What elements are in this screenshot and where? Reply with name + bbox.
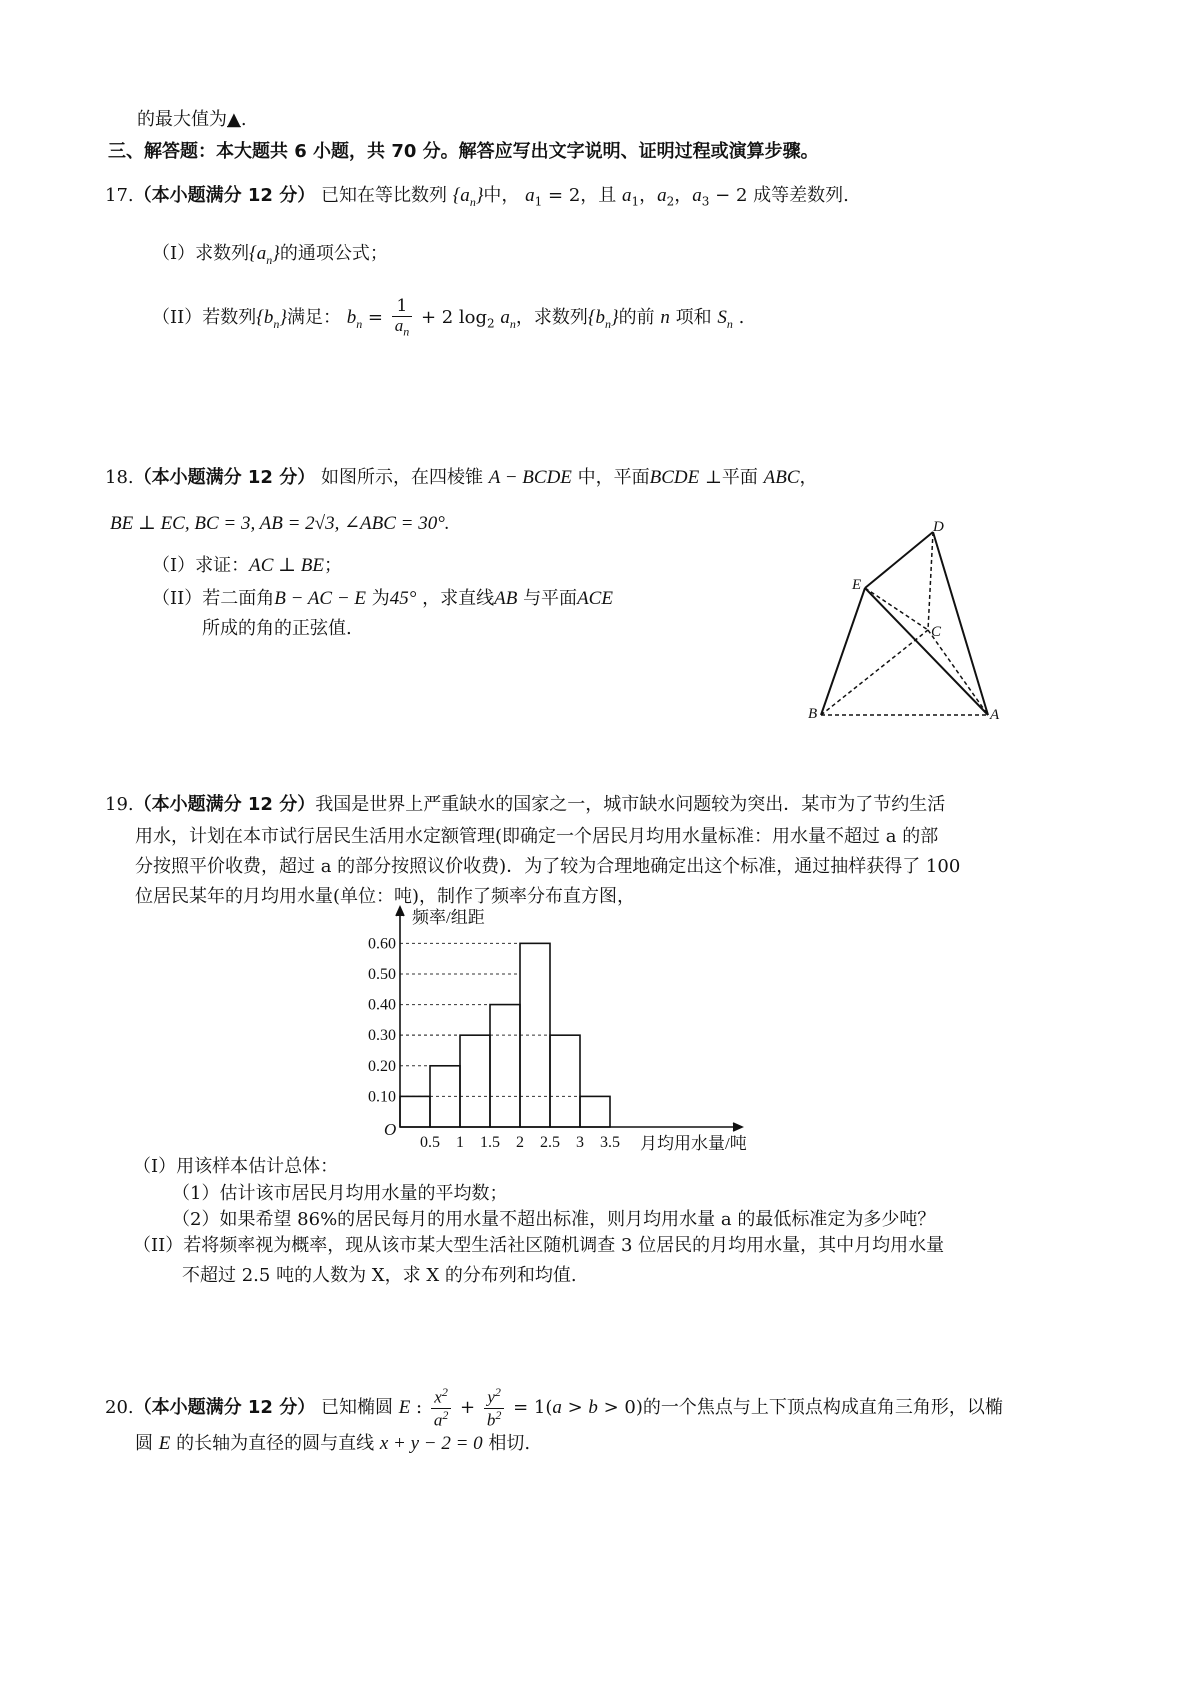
answer-blank: ▲ [227, 109, 241, 130]
question-19-part1-1: （1）估计该市居民月均用水量的平均数； [172, 1183, 508, 1204]
x-axis-arrow [733, 1123, 742, 1131]
top-line: 的最大值为▲. [137, 109, 247, 130]
question-19-part1-2: （2）如果希望 86%的居民每月的用水量不超出标准，则月均用水量 a 的最低标准定为多少吨？ [172, 1209, 936, 1230]
question-18-part2-cont: 所成的角的正弦值. [202, 618, 352, 639]
edge-BE [821, 588, 865, 715]
x-tick-label: 1 [456, 1134, 464, 1151]
x-tick-label: 3.5 [600, 1134, 620, 1151]
question-19-line1: 19.（本小题满分 12 分）我国是世界上严重缺水的国家之一，城市缺水问题较为突出．某市为了节约生活 [105, 794, 946, 815]
y-tick-label: 0.60 [368, 935, 396, 953]
y-tick-label: 0.30 [368, 1027, 396, 1045]
question-18-conditions: BE ⊥ EC, BC = 3, AB = 2√3, ∠ABC = 30°. [110, 513, 450, 534]
y-axis-arrow [396, 907, 404, 916]
x-tick-label: 0.5 [420, 1134, 440, 1151]
question-20-stem: 20.（本小题满分 12 分） 已知椭圆 E : $\frac{x^2}{a^2}$ + $\frac{y^2}{b^2}$ = 1(a > b > 0)的一个焦点与上下顶点构成直角三角形，以椭 [105, 1385, 1003, 1430]
x-axis-label: 月均用水量/吨 [640, 1134, 747, 1153]
edge-BC [821, 630, 928, 715]
y-axis-label: 频率/组距 [412, 908, 485, 927]
y-tick-label: 0.20 [368, 1057, 396, 1075]
edge-CA [928, 630, 988, 715]
pyramid-figure [800, 515, 1040, 725]
vertex-label-A: A [990, 707, 1000, 723]
question-17-part1: （I）求数列$\{a_n\}$的通项公式； [152, 243, 388, 267]
edge-EC [865, 588, 928, 630]
question-20-line2: 圆 E 的长轴为直径的圆与直线 x + y − 2 = 0 相切. [135, 1433, 531, 1454]
vertex-label-C: C [931, 624, 942, 640]
fraction-1-over-an: $\frac{1}{a_n}$ [392, 297, 413, 338]
histogram-bar [400, 1096, 430, 1127]
frequency-histogram [340, 905, 770, 1160]
histogram-bar [580, 1096, 610, 1127]
section-heading: 三、解答题：本大题共 6 小题，共 70 分。解答应写出文字说明、证明过程或演算步骤。 [108, 141, 819, 162]
edge-DC [928, 532, 933, 630]
question-17-stem: 17.（本小题满分 12 分） 已知在等比数列 $\{a_n\}$中， $a_1 = 2$，且 $a_1$，$a_2$，$a_3 - 2$ 成等差数列. [105, 185, 849, 209]
question-19-part1: （I）用该样本估计总体： [133, 1156, 339, 1177]
histogram-bar [550, 1035, 580, 1127]
x-tick-label: 1.5 [480, 1134, 500, 1151]
x-tick-label: 2 [516, 1134, 524, 1151]
x-tick-label: 2.5 [540, 1134, 560, 1151]
y-tick-label: 0.40 [368, 996, 396, 1014]
vertex-label-E: E [852, 577, 862, 593]
fraction-x2-a2: $\frac{x^2}{a^2}$ [431, 1386, 452, 1430]
question-19-part2-line1: （II）若将频率视为概率，现从该市某大型生活社区随机调查 3 位居民的月均用水量，其中月均用水量 [133, 1235, 945, 1256]
fraction-y2-b2: $\frac{y^2}{b^2}$ [484, 1386, 505, 1430]
question-17-part2: （II）若数列$\{b_n\}$满足： $b_n$ = $\frac{1}{a_n}$ + 2 $\log_2 a_n$，求数列$\{b_n\}$的前 n 项和 $S_n$ . [152, 296, 745, 339]
question-19-line2: 用水，计划在本市试行居民生活用水定额管理(即确定一个居民月均用水量标准：用水量不超过 a 的部 [135, 826, 939, 847]
question-18-stem: 18.（本小题满分 12 分） 如图所示，在四棱锥 A − BCDE 中，平面BCDE ⊥平面 ABC， [105, 467, 818, 488]
question-18-part2: （II）若二面角B − AC − E 为45° ，求直线AB 与平面ACE [152, 588, 613, 609]
edge-ED [865, 532, 933, 588]
y-tick-label: 0.10 [368, 1088, 396, 1106]
question-19-line4: 位居民某年的月均用水量(单位：吨)，制作了频率分布直方图， [135, 886, 636, 907]
y-tick-label: 0.50 [368, 965, 396, 983]
question-19-line3: 分按照平价收费，超过 a 的部分按照议价收费)．为了较为合理地确定出这个标准，通过抽样获得了 100 [135, 856, 961, 877]
origin-label: O [384, 1120, 397, 1139]
x-tick-label: 3 [576, 1134, 584, 1151]
histogram-bar [490, 1005, 520, 1127]
histogram-bar [460, 1035, 490, 1127]
vertex-label-B: B [808, 706, 818, 722]
question-18-part1: （I）求证：AC ⊥ BE； [152, 555, 342, 576]
vertex-label-D: D [933, 519, 944, 535]
question-19-part2-line2: 不超过 2.5 吨的人数为 X，求 X 的分布列和均值. [182, 1265, 577, 1286]
